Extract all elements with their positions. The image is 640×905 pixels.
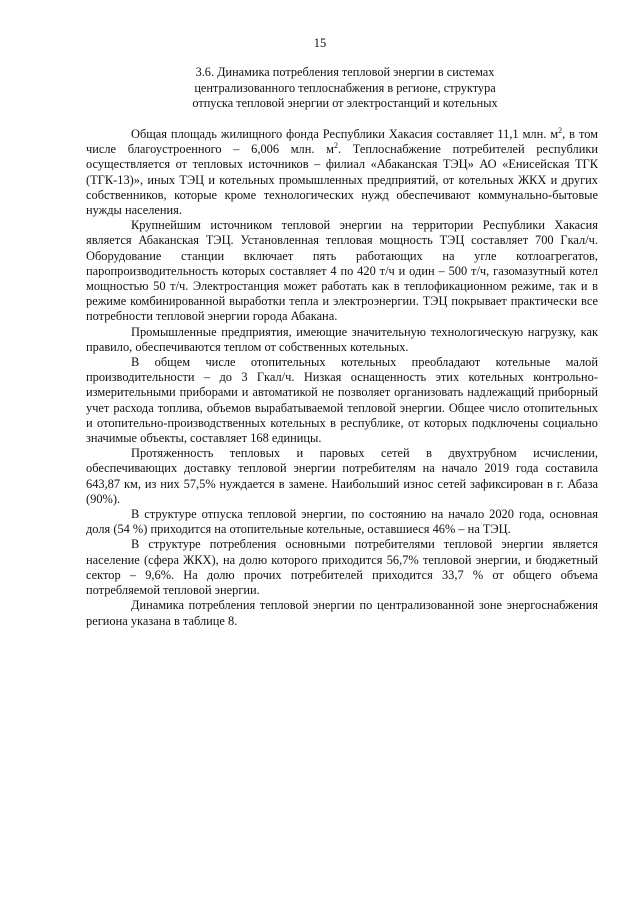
section-heading-line-2: централизованного теплоснабжения в регионе, структура: [194, 80, 496, 95]
superscript-square-1: 2: [558, 125, 563, 135]
section-heading-line-3: отпуска тепловой энергии от электростанций и котельных: [192, 96, 498, 110]
paragraph-heat-networks: Протяженность тепловых и паровых сетей в двухтрубном исчислении, обеспечивающих доставку тепловой энергии потребителям на начало 2019 года составила 643,87 км, из них 57,5% нуждается в замене. Наибольший износ сетей зафиксирован в г. Абаза (90%).: [86, 446, 598, 506]
paragraph-housing-area: [86, 127, 598, 218]
page-number: 15: [313, 36, 327, 50]
paragraph-housing-area-part-1: Общая площадь жилищного фонда Республики Хакасия составляет 11,1 млн. м: [131, 127, 559, 141]
paragraph-housing-area-part-3: . Теплоснабжение потребителей республики осуществляется от тепловых источников – филиал «Абаканская ТЭЦ» АО «Енисейская ТГК (ТГК-13)», иных ТЭЦ и котельных промышленных предприятий, от котельных ЖКХ и других собственников, которые кроме технологических нужд обеспечивают коммунально-бытовые нужды населения.: [86, 142, 598, 218]
paragraph-heating-boilers: В общем числе отопительных котельных преобладают котельные малой производительности – до 3 Гкал/ч. Низкая оснащенность этих котельных контрольно-измерительными приборами и автоматикой не позволяет организовать надлежащий приборный учет расхода топлива, объемов вырабатываемой тепловой энергии. Общее число отопительных и отопительно-производственных котельных в республике, от которых подключены социально значимые объекты, составляет 168 единицы.: [86, 355, 598, 446]
section-heading-line-1: 3.6. Динамика потребления тепловой энергии в системах: [195, 65, 495, 79]
paragraph-consumption-structure: В структуре потребления основными потребителями тепловой энергии является население (сфера ЖКХ), на долю которого приходится 56,7% тепловой энергии, и бюджетный сектор – 9,6%. На долю прочих потребителей приходится 33,7 % от общего объема потребляемой тепловой энергии.: [86, 537, 598, 598]
paragraph-abakan-chp: Крупнейшим источником тепловой энергии на территории Республики Хакасия является Абаканская ТЭЦ. Установленная тепловая мощность ТЭЦ составляет 700 Гкал/ч. Оборудование станции включает пять работающих на угле котлоагрегатов, паропроизводительность которых составляет 4 по 420 т/ч и один – 500 т/ч, газомазутный котел мощностью 50 т/ч. Электростанция может работать как в теплофикационном режиме, так и в режиме комбинированной выработки тепла и электроэнергии. ТЭЦ покрывает практически все потребности тепловой энергии города Абакана.: [86, 218, 598, 324]
paragraph-supply-structure: В структуре отпуска тепловой энергии, по состоянию на начало 2020 года, основная доля (54 %) приходится на отопительные котельные, оставшиеся 46% – на ТЭЦ.: [86, 507, 598, 537]
paragraph-table-reference: Динамика потребления тепловой энергии по централизованной зоне энергоснабжения региона указана в таблице 8.: [86, 598, 598, 628]
superscript-square-2: 2: [333, 141, 338, 151]
paragraph-housing-area-part-2: , в том числе благоустроенного – 6,006 млн. м: [86, 127, 598, 157]
paragraph-industrial-enterprises: Промышленные предприятия, имеющие значительную технологическую нагрузку, как правило, обеспечиваются теплом от собственных котельных.: [86, 324, 598, 354]
body-text: [86, 127, 598, 629]
section-heading: [170, 65, 520, 112]
